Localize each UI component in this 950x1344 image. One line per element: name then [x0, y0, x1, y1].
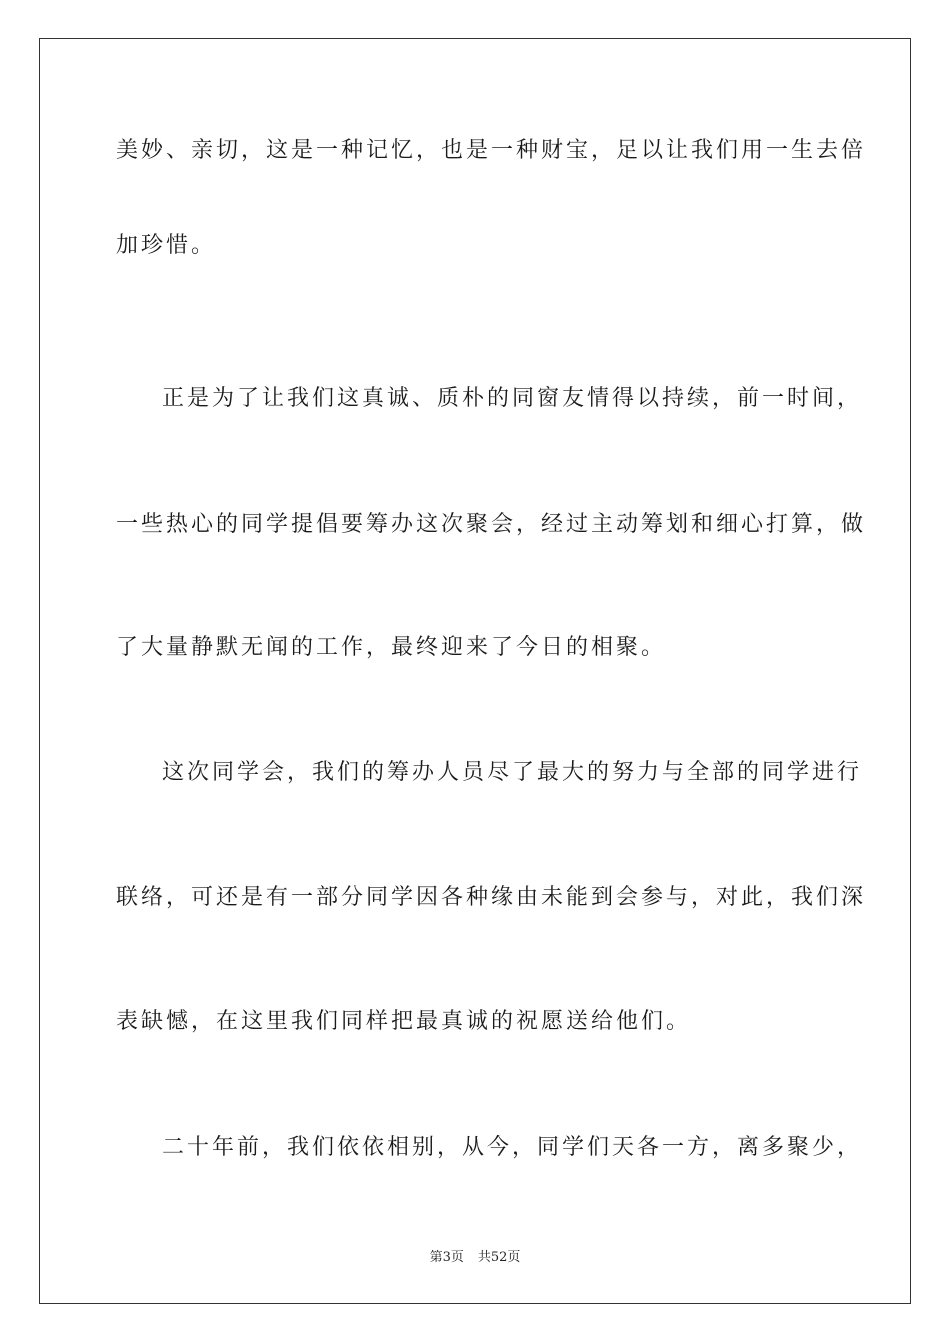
- text-line-8: 表缺憾，在这里我们同样把最真诚的祝愿送给他们。: [116, 1009, 692, 1034]
- text-line-3: 正是为了让我们这真诚、质朴的同窗友情得以持续，前一时间，: [162, 386, 863, 411]
- text-line-6: 这次同学会，我们的筹办人员尽了最大的努力与全部的同学进行: [162, 760, 863, 785]
- page-total: 共52页: [477, 1250, 521, 1265]
- text-line-9: 二十年前，我们依依相别，从今，同学们天各一方，离多聚少，: [162, 1135, 863, 1160]
- text-line-7: 联络，可还是有一部分同学因各种缘由未能到会参与，对此，我们深: [116, 885, 867, 910]
- page-frame: [39, 38, 911, 1304]
- page-footer: [0, 1246, 950, 1265]
- text-line-1: 美妙、亲切，这是一种记忆，也是一种财宝，足以让我们用一生去倍: [116, 138, 867, 163]
- text-line-4: 一些热心的同学提倡要筹办这次聚会，经过主动筹划和细心打算，做: [116, 512, 867, 537]
- text-line-5: 了大量静默无闻的工作，最终迎来了今日的相聚。: [116, 635, 667, 660]
- page-number: 第3页: [429, 1250, 464, 1265]
- text-line-2: 加珍惜。: [116, 233, 217, 258]
